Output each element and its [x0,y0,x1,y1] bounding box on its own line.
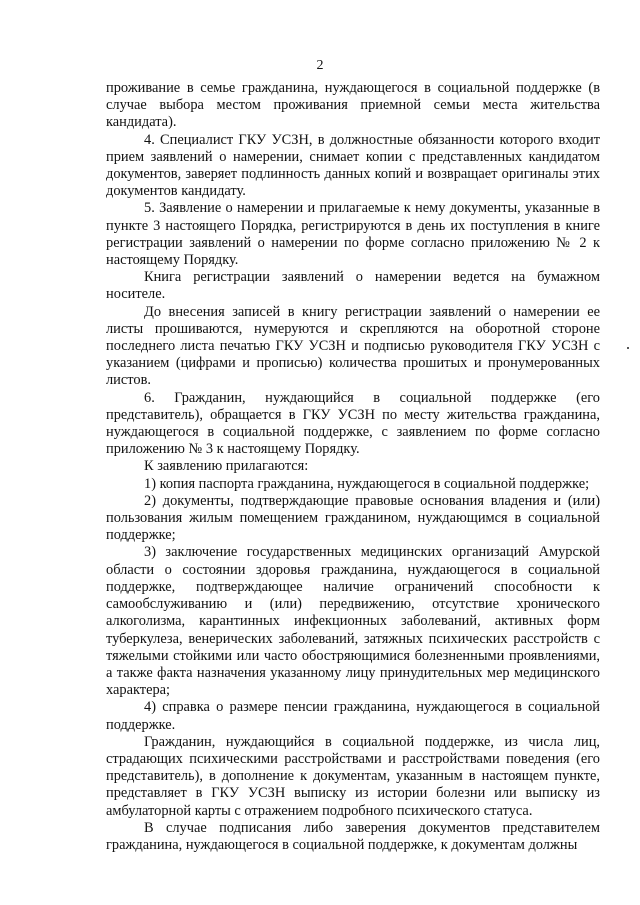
paragraph-mental-disorders: Гражданин, нуждающийся в социальной поддержке, из числа лиц, страдающих психическими расстройствами и расстройствами поведения (его представитель), в дополнение к документам, указанным в настоящем пункте, представляет в ГКУ УСЗН выписку из истории болезни или выписку из амбулаторной карты с отражением подробного психического статуса. [106,733,600,819]
list-item-4: 4) справка о размере пенсии гражданина, нуждающегося в социальной поддержке. [106,699,600,733]
paragraph-item-4: 4. Специалист ГКУ УСЗН, в должностные обязанности которого входит прием заявлений о намерении, снимает копии с представленных кандидатом документов, заверяет подлинность данных копий и возвращает оригиналы этих документов кандидату. [106,131,600,200]
paragraph-item-6: 6. Гражданин, нуждающийся в социальной поддержке (его представитель), обращается в ГКУ УСЗН по месту жительства гражданина, нуждающегося в социальной поддержке, с заявлением по форме согласно приложению № 3 к настоящему Порядку. [106,389,600,458]
list-item-3: 3) заключение государственных медицинских организаций Амурской области о состоянии здоровья гражданина, нуждающегося в социальной поддержке, подтверждающее наличие ограничений способности к самообслуживанию и (или) передвижению, отсутствие хронического алкоголизма, карантинных инфекционных заболеваний, активных форм туберкулеза, венерических заболеваний, затяжных психических расстройств с тяжелыми стойкими или часто обостряющимися болезненными проявлениями, а также факта назначения указанному лицу принудительных мер медицинского характера; [106,544,600,699]
paragraph-register-book: Книга регистрации заявлений о намерении ведется на бумажном носителе. [106,269,600,303]
page-number: 2 [316,58,324,73]
scan-speck [627,347,629,349]
paragraph-continuation: проживание в семье гражданина, нуждающегося в социальной поддержке (в случае выбора местом проживания приемной семьи места жительства кандидата). [106,80,600,131]
paragraph-attachments-intro: К заявлению прилагаются: [144,458,309,475]
paragraph-representative: В случае подписания либо заверения документов представителем гражданина, нуждающегося в социальной поддержке, к документам должны [106,819,600,853]
list-item-1: 1) копия паспорта гражданина, нуждающегося в социальной поддержке; [144,475,590,492]
list-item-2: 2) документы, подтверждающие правовые основания владения и (или) пользования жилым помещением гражданином, нуждающимся в социальной поддержке; [106,492,600,544]
paragraph-item-5: 5. Заявление о намерении и прилагаемые к нему документы, указанные в пункте 3 настоящего Порядка, регистрируются в день их поступления в книге регистрации заявлений о намерении по форме согласно приложению № 2 к настоящему Порядку. [106,200,600,269]
document-body [106,80,600,854]
paragraph-register-binding: До внесения записей в книгу регистрации заявлений о намерении ее листы прошиваются, нумеруются и скрепляются на оборотной стороне последнего листа печатью ГКУ УСЗН и подписью руководителя ГКУ УСЗН с указанием (цифрами и прописью) количества прошитых и пронумерованных листов. [106,303,600,389]
